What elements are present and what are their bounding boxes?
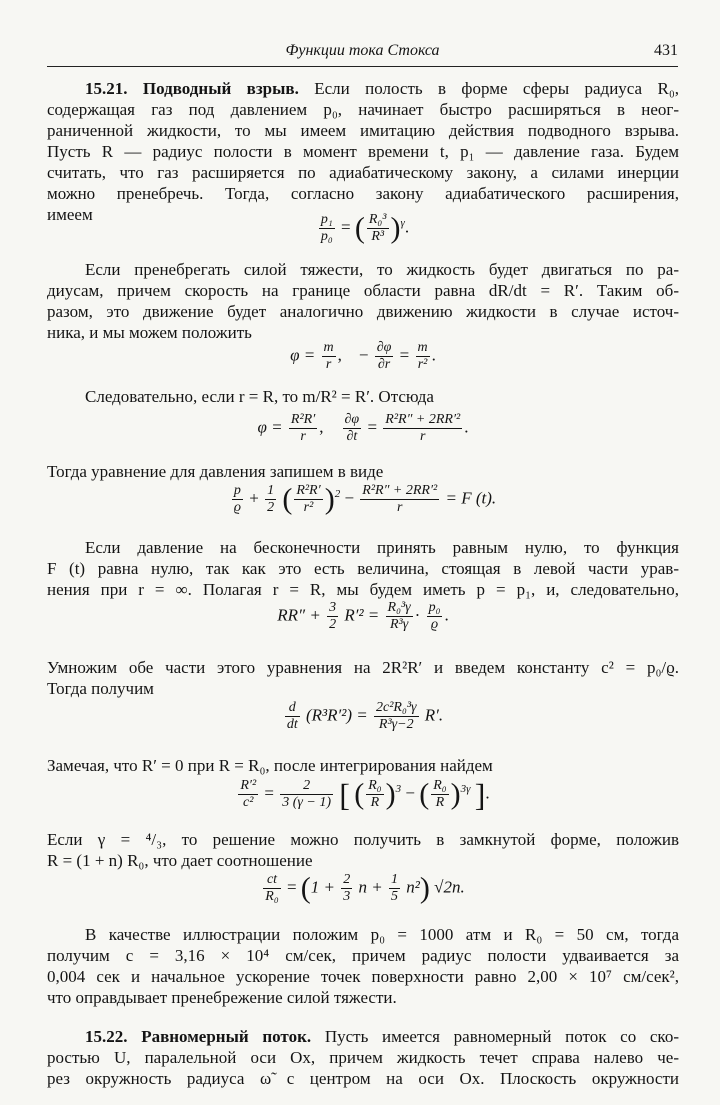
page-number: 431 [654, 42, 678, 59]
equation-source: φ = $\frac{m}{r}$ , − $\frac{\partial\varphi}{\partial r}$ = $\frac{m}{\text{r²}}$ . [290, 340, 436, 372]
equation-ct: $\frac{ct}{\text{R₀}}$ = (1 + $\frac{2}{3}$ n + $\frac{1}{5}$ n²) √2n. [265, 871, 465, 905]
equation-ddt: $\frac{d}{dt}$ (R³R′²) = $\frac{\text{2c²R₀³γ}}{\text{R³γ−2}}$ R′. [286, 700, 444, 732]
infinity-line-3: нения при r = ∞. Полагая r = R, мы будем иметь p = p₁, и, следовательно, [47, 580, 679, 599]
illustration-line-4: что оправдывает пренебрежение силой тяжести. [47, 988, 397, 1007]
equation-phi-dt: φ = $\frac{\text{R²R′}}{r}$ , $\frac{\partial\varphi}{\partial t}$ = $\frac{\text{R²R″ + 2RR′²}}{r}$ . [257, 412, 469, 444]
section-15-22-line-1: 15.22. Равномерный поток. Пусть имеется равномерный поток со ско- [85, 1027, 679, 1046]
equation-pressure: $\frac{p}{ϱ}$ + $\frac{1}{2}$ ( $\frac{\text{R²R′}}{\text{r²}}$ )$^2$ − $\frac{\text{R²R″ + 2RR′²}}{r}$ = F (t). [233, 482, 497, 516]
illustration-line-2: получим c = 3,16 × 10⁴ см/сек, причем радиус полости удваивается за [47, 946, 679, 965]
equation-rr: RR″ + $\frac{3}{2}$ R′² = $\frac{\text{R₀³γ}}{\text{R³γ}}$ · $\frac{\text{p₀}}{ϱ}$ . [277, 600, 449, 632]
gravity-line-1: Если пренебрегать силой тяжести, то жидкость будет двигаться по ра- [85, 260, 679, 279]
multiply-line-2: Тогда получим [47, 679, 154, 698]
gravity-line-2: диусам, причем скорость на границе области равна dR/dt = R′. Таким об- [47, 281, 679, 300]
running-header [47, 40, 678, 67]
gravity-line-3: разом, это движение будет аналогично движению жидкости в случае источ- [47, 302, 679, 321]
gravity-line-4: ника, и мы можем положить [47, 323, 252, 342]
section-15-21-line-6: можно пренебречь. Тогда, согласно закону адиабатического расширения, [47, 184, 679, 203]
gamma-line-2: R = (1 + n) R₀, что дает соотношение [47, 851, 313, 870]
section-15-21-line-3: раниченной жидкости, то мы имеем имитацию действия подводного взрыва. [47, 121, 679, 140]
section-15-21-line-5: считать, что газ расширяется по адиабатическому закону, а силами инерции [47, 163, 679, 182]
illustration-line-3: 0,004 сек и начальное ускорение точек поверхности равно 2,00 × 10⁷ см/сек², [47, 967, 679, 986]
infinity-line-1: Если давление на бесконечности принять равным нулю, то функция [85, 538, 679, 557]
section-15-22-heading: 15.22. Равномерный поток. [85, 1027, 312, 1046]
section-15-21-line-4: Пусть R — радиус полости в момент времени t, p₁ — давление газа. Будем [47, 142, 679, 161]
section-15-22-line-2: ростью U, паралельной оси Ox, причем жидкость течет справа налево че- [47, 1048, 679, 1067]
running-title: Функции тока Стокса [285, 42, 440, 59]
consequently-line: Следовательно, если r = R, то m/R² = R′. Отсюда [85, 387, 434, 406]
section-15-22-line-3: рез окружность радиуса ω̃ с центром на оси Ox. Плоскость окружности [47, 1069, 679, 1088]
section-15-21-heading: 15.21. Подводный взрыв. [85, 79, 299, 98]
illustration-line-1: В качестве иллюстрации положим p₀ = 1000 атм и R₀ = 50 см, тогда [85, 925, 679, 944]
section-15-21-line-2: содержащая газ под давлением p₀, начинает быстро расширяться в неог- [47, 100, 679, 119]
noting-line: Замечая, что R′ = 0 при R = R₀, после интегрирования найдем [47, 756, 493, 775]
section-15-21-line-7: имеем [47, 205, 93, 224]
infinity-line-2: F (t) равна нулю, так как это есть величина, стоящая в левой части урав- [47, 559, 679, 578]
multiply-line-1: Умножим обе части этого уравнения на 2R²R′ и введем константу c² = p₀/ϱ. [47, 658, 679, 677]
equation-integral: $\frac{\text{R′²}}{\text{c²}}$ = $\frac{2}{3 (\gamma - 1)}$ [ ( $\frac{\text{R₀}}{R}$ )$^3$ − ( $\frac{\text{R₀}}{R}$ )$^{3\gamma}$ ]. [240, 776, 490, 813]
gamma-line-1: Если γ = ⁴/₃, то решение можно получить в замкнутой форме, положив [47, 830, 679, 849]
pressure-eq-line: Тогда уравнение для давления запишем в виде [47, 462, 384, 481]
equation-adiabatic: $\frac{\text{p₁}}{\text{p₀}}$ = ( $\frac{\text{R₀³}}{\text{R³}}$ )$^\gamma$. [320, 211, 410, 245]
section-15-21-line-1: 15.21. Подводный взрыв. Если полость в форме сферы радиуса R₀, [85, 79, 680, 98]
